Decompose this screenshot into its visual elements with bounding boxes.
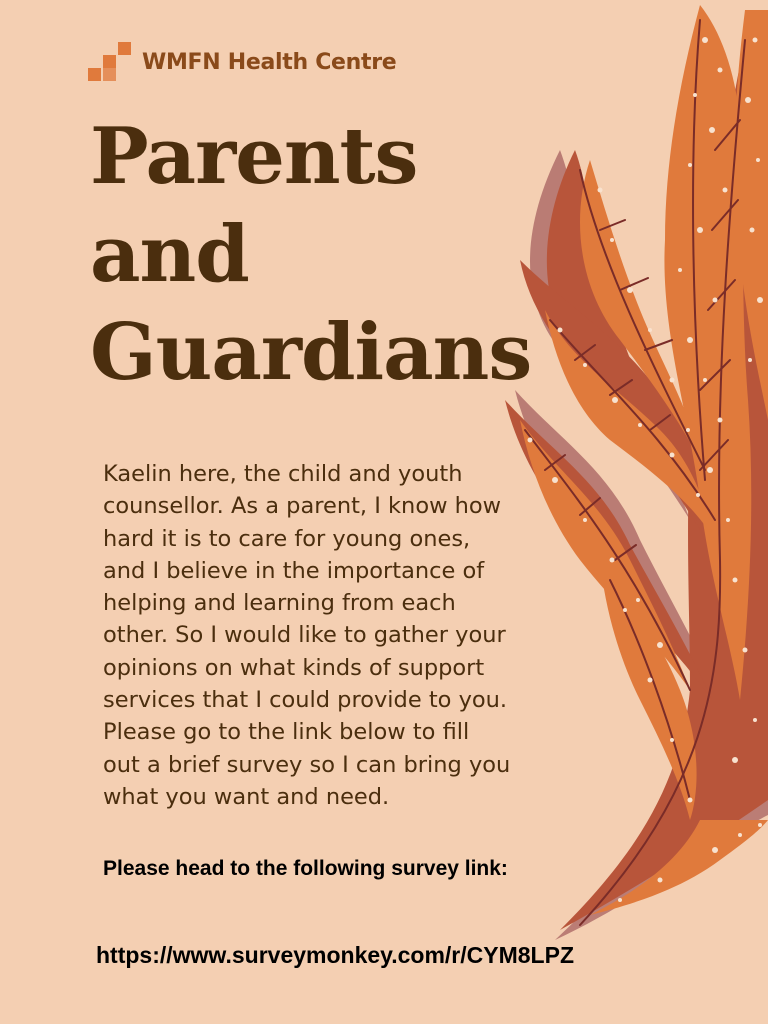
intro-line: Kaelin here, the child and youth: [103, 461, 463, 487]
intro-line: what you want and need.: [103, 783, 390, 810]
survey-link[interactable]: https://www.surveymonkey.com/r/CYM8LPZ: [96, 942, 574, 968]
intro-line: Please go to the link below to fill: [103, 719, 470, 746]
intro-line: and I believe in the importance of: [103, 557, 485, 584]
intro-line: out a brief survey so I can bring you: [103, 751, 511, 778]
title-line: Guardians: [90, 307, 532, 398]
brand-name: WMFN Health Centre: [142, 49, 397, 75]
brand-logo: [88, 42, 396, 82]
intro-line: helping and learning from each: [103, 590, 456, 617]
intro-line: counsellor. As a parent, I know how: [103, 493, 502, 520]
intro-paragraph: [103, 458, 553, 813]
stacked-squares-logo-icon: [88, 42, 132, 82]
intro-line: hard it is to care for young ones,: [103, 525, 471, 552]
intro-line: services that I could provide to you.: [103, 687, 508, 714]
page-title: [90, 108, 531, 402]
title-line: Parents: [90, 111, 418, 202]
intro-line: opinions on what kinds of support: [103, 654, 485, 681]
survey-instruction: Please head to the following survey link:: [103, 857, 508, 880]
intro-line: other. So I would like to gather your: [103, 622, 506, 649]
title-line: and: [90, 209, 249, 300]
